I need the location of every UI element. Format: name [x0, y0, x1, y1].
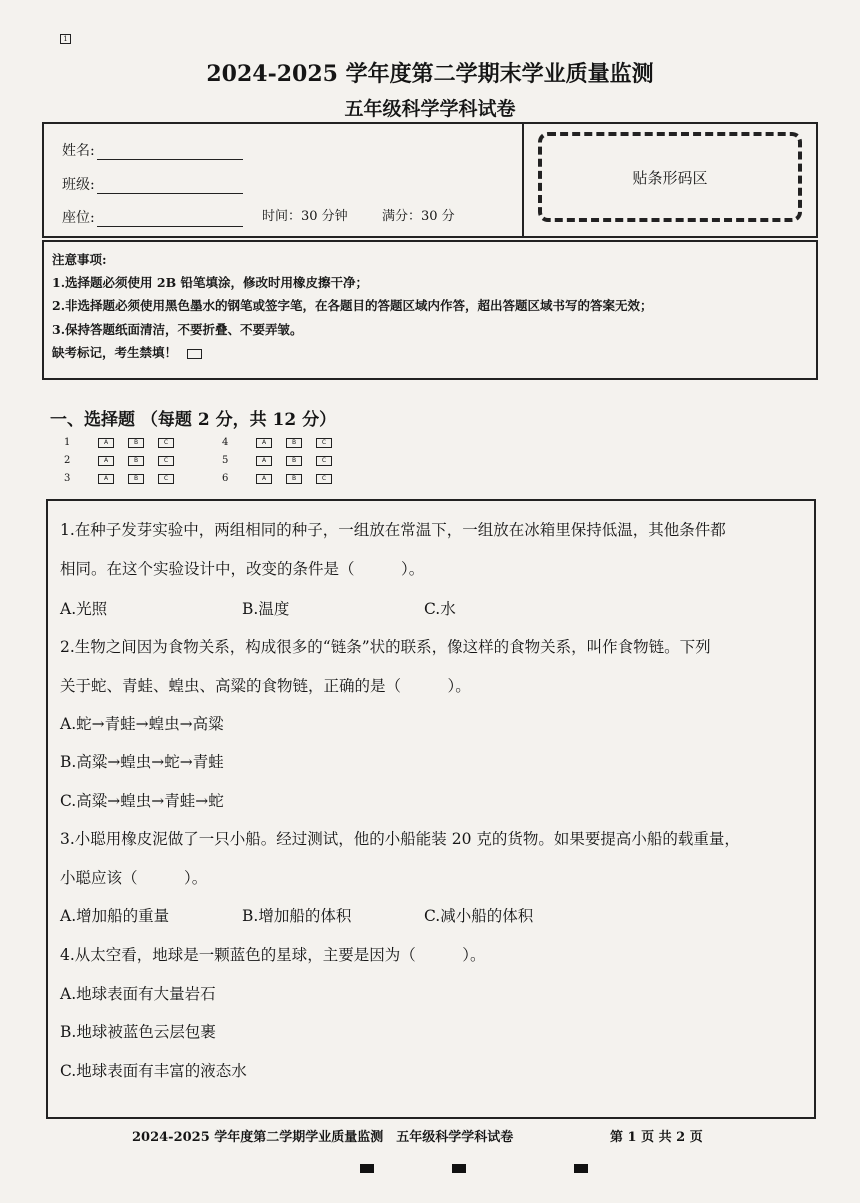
- answer-num: 4: [222, 437, 229, 448]
- q4-option-c: C.地球表面有丰富的液态水: [60, 1062, 247, 1080]
- class-label: 班级:: [62, 177, 95, 193]
- answer-num: 3: [64, 473, 71, 484]
- q2-line1: 2.生物之间因为食物关系，构成很多的“链条”状的联系，像这样的食物关系，叫作食物链。下列: [60, 638, 711, 656]
- bubble-c[interactable]: C: [316, 456, 332, 466]
- notice-item-3: 3.保持答题纸面清洁，不要折叠、不要弄皱。: [52, 322, 303, 337]
- bubble-b[interactable]: B: [128, 438, 144, 448]
- name-field[interactable]: [62, 140, 243, 160]
- seat-field[interactable]: [62, 207, 243, 227]
- bubble-a[interactable]: A: [256, 438, 272, 448]
- q3-option-b: B.增加船的体积: [242, 907, 352, 925]
- alignment-mark: [452, 1164, 466, 1173]
- answer-row-1: [64, 437, 174, 448]
- alignment-mark: [360, 1164, 374, 1173]
- q2-line2: 关于蛇、青蛙、蝗虫、高粱的食物链，正确的是（ ）。: [60, 677, 471, 695]
- bubble-c[interactable]: C: [316, 438, 332, 448]
- bubble-b[interactable]: B: [128, 456, 144, 466]
- barcode-label: 贴条形码区: [632, 168, 708, 187]
- answer-row-2: [64, 455, 174, 466]
- q2-option-b: B.高粱→蝗虫→蛇→青蛙: [60, 753, 224, 771]
- score-info: 满分：30 分: [382, 209, 455, 224]
- q2-option-c: C.高粱→蝗虫→青蛙→蛇: [60, 792, 224, 810]
- answer-num: 2: [64, 455, 71, 466]
- q3-option-a: A.增加船的重量: [60, 907, 170, 925]
- barcode-area: [538, 132, 802, 222]
- notice-item-1: 1.选择题必须使用 2B 铅笔填涂，修改时用橡皮擦干净；: [52, 275, 369, 290]
- seat-label: 座位:: [62, 210, 95, 226]
- answer-row-5: [222, 455, 332, 466]
- bubble-c[interactable]: C: [158, 438, 174, 448]
- alignment-mark: [574, 1164, 588, 1173]
- q4-option-a: A.地球表面有大量岩石: [60, 985, 216, 1003]
- absent-label: 缺考标记，考生禁填！: [52, 345, 178, 360]
- notice-item-2: 2.非选择题必须使用黑色墨水的钢笔或签字笔，在各题目的答题区域内作答，超出答题区域书写的答案无效；: [52, 298, 653, 313]
- q3-option-c: C.减小船的体积: [424, 907, 534, 925]
- q2-option-a: A.蛇→青蛙→蝗虫→高粱: [60, 715, 224, 733]
- bubble-b[interactable]: B: [128, 474, 144, 484]
- answer-row-6: [222, 473, 332, 484]
- answer-num: 5: [222, 455, 229, 466]
- answer-num: 1: [64, 437, 71, 448]
- footer-text: 2024-2025 学年度第二学期学业质量监测 五年级科学学科试卷: [132, 1130, 514, 1145]
- q1-line1: 1.在种子发芽实验中，两组相同的种子，一组放在常温下，一组放在冰箱里保持低温，其他条件都: [60, 521, 726, 539]
- q4-line1: 4.从太空看，地球是一颗蓝色的星球，主要是因为（ ）。: [60, 946, 486, 964]
- absent-mark-row: [52, 343, 202, 361]
- q1-line2: 相同。在这个实验设计中，改变的条件是（ ）。: [60, 560, 425, 578]
- class-field[interactable]: [62, 174, 243, 194]
- q4-option-b: B.地球被蓝色云层包裹: [60, 1023, 216, 1041]
- time-info: 时间：30 分钟: [262, 209, 348, 224]
- bubble-c[interactable]: C: [158, 474, 174, 484]
- seat-line[interactable]: [97, 212, 243, 227]
- bubble-b[interactable]: B: [286, 474, 302, 484]
- name-label: 姓名:: [62, 143, 95, 159]
- footer-page: 第 1 页 共 2 页: [610, 1130, 703, 1145]
- q1-option-b: B.温度: [242, 600, 290, 618]
- bubble-c[interactable]: C: [316, 474, 332, 484]
- q1-option-a: A.光照: [60, 600, 108, 618]
- bubble-c[interactable]: C: [158, 456, 174, 466]
- exam-title: 2024-2025 学年度第二学期末学业质量监测: [206, 61, 654, 87]
- answer-num: 6: [222, 473, 229, 484]
- bubble-a[interactable]: A: [98, 456, 114, 466]
- name-line[interactable]: [97, 145, 243, 160]
- bubble-a[interactable]: A: [98, 474, 114, 484]
- bubble-a[interactable]: A: [98, 438, 114, 448]
- q3-line2: 小聪应该（ ）。: [60, 869, 208, 887]
- section-title: 一、选择题 （每题 2 分，共 12 分）: [50, 410, 337, 430]
- exam-subtitle: 五年级科学学科试卷: [344, 98, 516, 120]
- answer-row-3: [64, 473, 174, 484]
- q1-option-c: C.水: [424, 600, 456, 618]
- q3-line1: 3.小聪用橡皮泥做了一只小船。经过测试，他的小船能装 20 克的货物。如果要提高小船的载重量，: [60, 830, 740, 848]
- bubble-a[interactable]: A: [256, 456, 272, 466]
- answer-row-4: [222, 437, 332, 448]
- page-corner-mark: 1: [60, 34, 71, 44]
- absent-checkbox[interactable]: [187, 349, 202, 359]
- notice-heading: 注意事项:: [52, 252, 107, 267]
- bubble-b[interactable]: B: [286, 456, 302, 466]
- bubble-a[interactable]: A: [256, 474, 272, 484]
- info-divider: [522, 122, 524, 238]
- bubble-b[interactable]: B: [286, 438, 302, 448]
- class-line[interactable]: [97, 179, 243, 194]
